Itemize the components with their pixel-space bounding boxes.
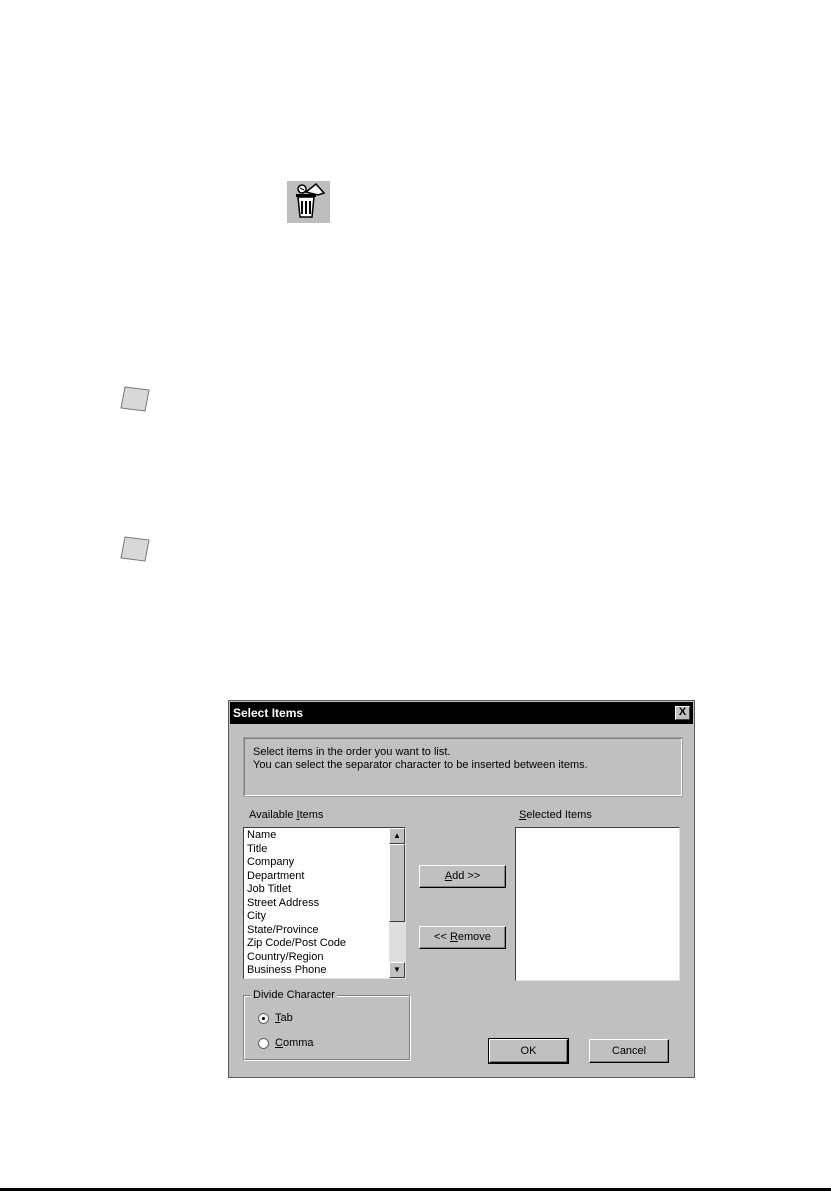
available-items-list[interactable]: [243, 827, 406, 979]
list-item[interactable]: Company: [247, 856, 295, 868]
comma-radio-option[interactable]: [258, 1036, 314, 1050]
note-page-icon: [118, 535, 152, 563]
add-button[interactable]: Add >>: [419, 865, 506, 888]
scroll-thumb[interactable]: [389, 844, 405, 922]
dialog-title: Select Items: [233, 706, 304, 720]
list-item[interactable]: Street Address: [247, 896, 320, 909]
divide-character-label: Divide Character: [253, 989, 335, 1001]
list-item[interactable]: Business Phone: [247, 964, 327, 976]
list-item[interactable]: Title: [247, 842, 268, 855]
comma-radio-label: Comma: [275, 1037, 314, 1049]
available-items-label: Available Items: [249, 809, 324, 821]
divide-character-group: [243, 989, 410, 1060]
arrow-down-icon: ▼: [393, 965, 401, 974]
ok-button[interactable]: OK: [489, 1039, 568, 1063]
list-item[interactable]: Zip Code/Post Code: [247, 937, 347, 949]
note-page-icon: [118, 385, 152, 413]
instructions-line-1: Select items in the order you want to list.: [253, 746, 451, 758]
close-icon: X: [678, 706, 687, 718]
tab-radio-button[interactable]: [258, 1013, 269, 1024]
list-item[interactable]: Job Titlet: [247, 883, 292, 895]
trash-delete-icon[interactable]: [287, 181, 330, 223]
close-button[interactable]: [675, 706, 690, 720]
scroll-up-button[interactable]: [389, 828, 405, 844]
remove-button[interactable]: << Remove: [419, 926, 506, 949]
vertical-scrollbar[interactable]: [389, 828, 405, 978]
available-items: [244, 828, 405, 978]
dialog-titlebar[interactable]: [230, 702, 693, 724]
scroll-down-button[interactable]: [389, 962, 405, 978]
selected-items-label: Selected Items: [519, 809, 592, 821]
cancel-button[interactable]: Cancel: [589, 1039, 669, 1063]
list-item[interactable]: Department: [247, 869, 305, 882]
tab-radio-option[interactable]: [258, 1011, 293, 1025]
list-item[interactable]: City: [247, 910, 266, 922]
list-item[interactable]: State/Province: [247, 923, 319, 936]
selected-items-list[interactable]: [515, 827, 680, 981]
tab-radio-label: Tab: [275, 1012, 293, 1024]
instructions-line-2: You can select the separator character to be inserted between items.: [253, 759, 588, 771]
arrow-up-icon: ▲: [393, 831, 401, 840]
list-item[interactable]: Country/Region: [247, 950, 324, 963]
list-item[interactable]: Name: [247, 829, 277, 841]
select-items-dialog: [228, 700, 695, 1078]
comma-radio-button[interactable]: [258, 1038, 269, 1049]
instructions-box: [244, 738, 682, 796]
